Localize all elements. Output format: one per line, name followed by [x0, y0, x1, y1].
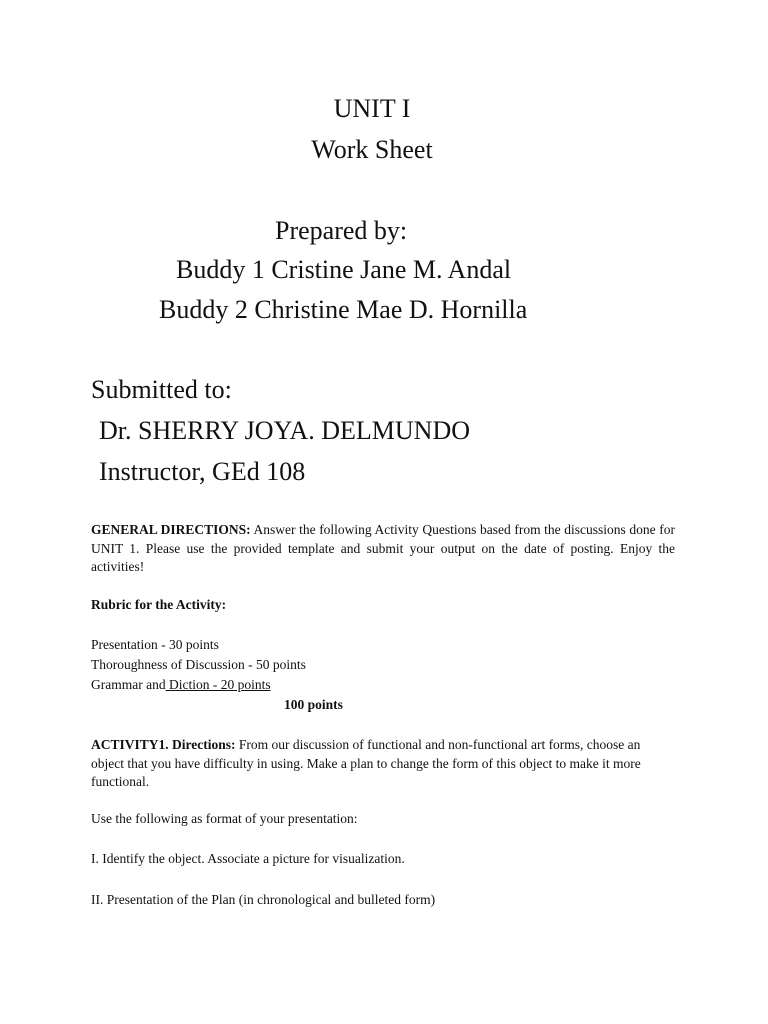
- rubric-total-text: 100 points: [284, 697, 343, 712]
- unit-heading: UNIT I: [333, 94, 411, 123]
- format-step-2: II. Presentation of the Plan (in chronological and bulleted form): [91, 892, 436, 907]
- activity1-text: From our discussion of functional and non-functional art forms, choose an object that you have difficulty in using. Make a plan to change the form of this object to make it more functional.: [91, 737, 641, 789]
- rubric-total: [284, 696, 484, 715]
- buddy-2-name: Buddy 2 Christine Mae D. Hornilla: [159, 295, 528, 324]
- general-directions-text: Answer the following Activity Questions based from the discussions done for UNIT 1. Please use the provided template and submit your output on the date of posting. Enjoy the activities!: [91, 522, 675, 574]
- instructor-name: Dr. SHERRY JOYA. DELMUNDO: [99, 416, 471, 445]
- rubric-grammar-prefix: Grammar and: [91, 677, 166, 692]
- general-directions-label: GENERAL DIRECTIONS:: [91, 522, 251, 537]
- worksheet-title: Work Sheet: [311, 135, 433, 164]
- general-directions: [91, 521, 675, 577]
- submitted-to-label: Submitted to:: [91, 375, 232, 404]
- rubric-item-presentation: Presentation - 30 points: [91, 637, 219, 652]
- prepared-by-label: Prepared by:: [275, 216, 408, 245]
- instructor-title: Instructor, GEd 108: [99, 457, 306, 486]
- rubric-grammar-underlined: Diction - 20 points: [165, 677, 271, 692]
- rubric-item-grammar: [91, 676, 675, 695]
- format-step-1: I. Identify the object. Associate a picture for visualization.: [91, 851, 405, 866]
- buddy-1-name: Buddy 1 Cristine Jane M. Andal: [176, 255, 512, 284]
- rubric-heading: [91, 596, 675, 615]
- activity1-directions: [91, 736, 675, 792]
- activity1-label: ACTIVITY1. Directions:: [91, 737, 236, 752]
- format-intro: Use the following as format of your presentation:: [91, 811, 358, 826]
- rubric-heading-text: Rubric for the Activity:: [91, 597, 227, 612]
- rubric-item-thoroughness: Thoroughness of Discussion - 50 points: [91, 657, 306, 672]
